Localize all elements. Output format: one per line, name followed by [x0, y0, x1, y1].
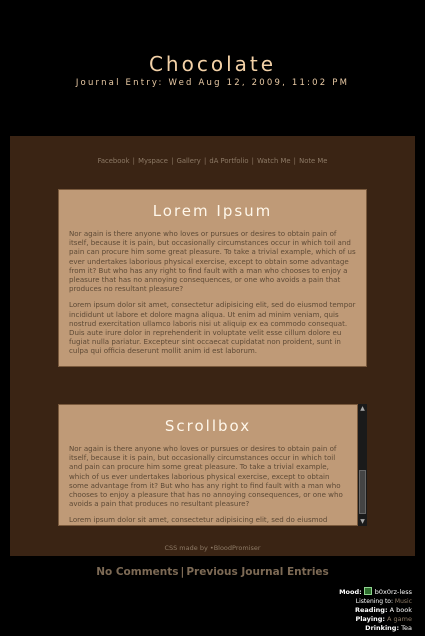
mood-emoticon-icon — [364, 587, 372, 595]
listening-label: Listening to: — [355, 598, 393, 605]
nav-separator: | — [168, 157, 176, 165]
drinking-label: Drinking: — [365, 624, 400, 632]
listening-row — [339, 597, 412, 606]
nav-link-watch-me[interactable]: Watch Me — [257, 157, 291, 165]
playing-label: Playing: — [355, 615, 385, 623]
journal-frame — [10, 136, 415, 556]
journal-footer-links — [0, 566, 425, 578]
mood-label: Mood: — [339, 588, 362, 596]
nav-link-da-portfolio[interactable]: dA Portfolio — [209, 157, 249, 165]
mood-row — [339, 587, 412, 597]
scrollbox-body — [59, 444, 357, 525]
reading-value: A book — [389, 606, 412, 614]
journal-title: Chocolate — [148, 52, 277, 76]
journal-header — [0, 52, 425, 88]
mood-box — [339, 587, 412, 633]
listening-value: Music — [394, 598, 412, 605]
scroll-down-arrow-icon[interactable]: ▼ — [360, 518, 365, 525]
scroll-up-arrow-icon[interactable]: ▲ — [360, 405, 365, 412]
reading-row — [339, 606, 412, 615]
nav-separator: | — [201, 157, 209, 165]
scroll-thumb[interactable] — [359, 470, 366, 514]
nav-separator: | — [291, 157, 299, 165]
scrollbox-paragraph-2: Lorem ipsum dolor sit amet, consectetur adipisicing elit, sed do eiusmod — [69, 515, 328, 525]
css-credit: CSS made by •BloodPromiser — [164, 544, 261, 552]
lorem-paragraph-1: Nor again is there anyone who loves or pursues or desires to obtain pain of itself, because it is pain, but occasionally circumstances occur in which toil and pain can procure him some great pleasure. To take a trivial example, which of us ever undertakes laborious physical exercise, except to obtain some advantage from it? But who has any right to find fault with a man who chooses to enjoy a pleasure that has no annoying consequences, or one who avoids a pain that produces no resultant pleasure? — [69, 229, 356, 294]
nav-link-myspace[interactable]: Myspace — [138, 157, 168, 165]
playing-value: A game — [387, 615, 412, 623]
footer-separator: | — [180, 566, 185, 578]
no-comments-link[interactable]: No Comments — [96, 566, 179, 578]
nav-link-gallery[interactable]: Gallery — [176, 157, 201, 165]
nav-separator: | — [130, 157, 138, 165]
scrollbox-scrollbar[interactable] — [358, 404, 367, 526]
lorem-panel-title: Lorem Ipsum — [152, 202, 273, 220]
nav-link-facebook[interactable]: Facebook — [97, 157, 130, 165]
reading-label: Reading: — [355, 606, 388, 614]
scrollbox-panel[interactable] — [58, 404, 358, 526]
lorem-panel-body — [59, 229, 366, 356]
mood-value: b0x0rz-less — [374, 588, 412, 596]
previous-entries-link[interactable]: Previous Journal Entries — [186, 566, 329, 578]
scrollbox-title: Scrollbox — [164, 417, 252, 435]
lorem-paragraph-2: Lorem ipsum dolor sit amet, consectetur adipisicing elit, sed do eiusmod tempor incididunt ut labore et dolore magna aliqua. Ut enim ad minim veniam, quis nostrud exercitation ullamco laboris nisi ut aliquip ex ea commodo consequat. Duis aute irure dolor in reprehenderit in voluptate velit esse cillum dolore eu fugiat nulla pariatur. Excepteur sint occaecat cupidatat non proident, sunt in culpa qui officia deserunt mollit anim id est laborum. — [69, 300, 356, 356]
playing-row — [339, 615, 412, 624]
nav-link-note-me[interactable]: Note Me — [299, 157, 328, 165]
journal-date: Journal Entry: Wed Aug 12, 2009, 11:02 PM — [75, 78, 350, 88]
nav-separator: | — [249, 157, 257, 165]
scrollbox-paragraph-1: Nor again is there anyone who loves or pursues or desires to obtain pain of itself, because it is pain, but occasionally circumstances occur in which toil and pain can procure him some great pleasure. To take a trivial example, which of us ever undertakes laborious physical exercise, except to obtain some advantage from it? But who has any right to find fault with a man who chooses to enjoy a pleasure that has no annoying consequences, or one who avoids a pain that produces no resultant pleasure? — [69, 444, 343, 509]
nav-links — [10, 157, 415, 165]
drinking-row — [339, 624, 412, 633]
drinking-value: Tea — [401, 624, 412, 632]
lorem-panel — [58, 189, 367, 367]
